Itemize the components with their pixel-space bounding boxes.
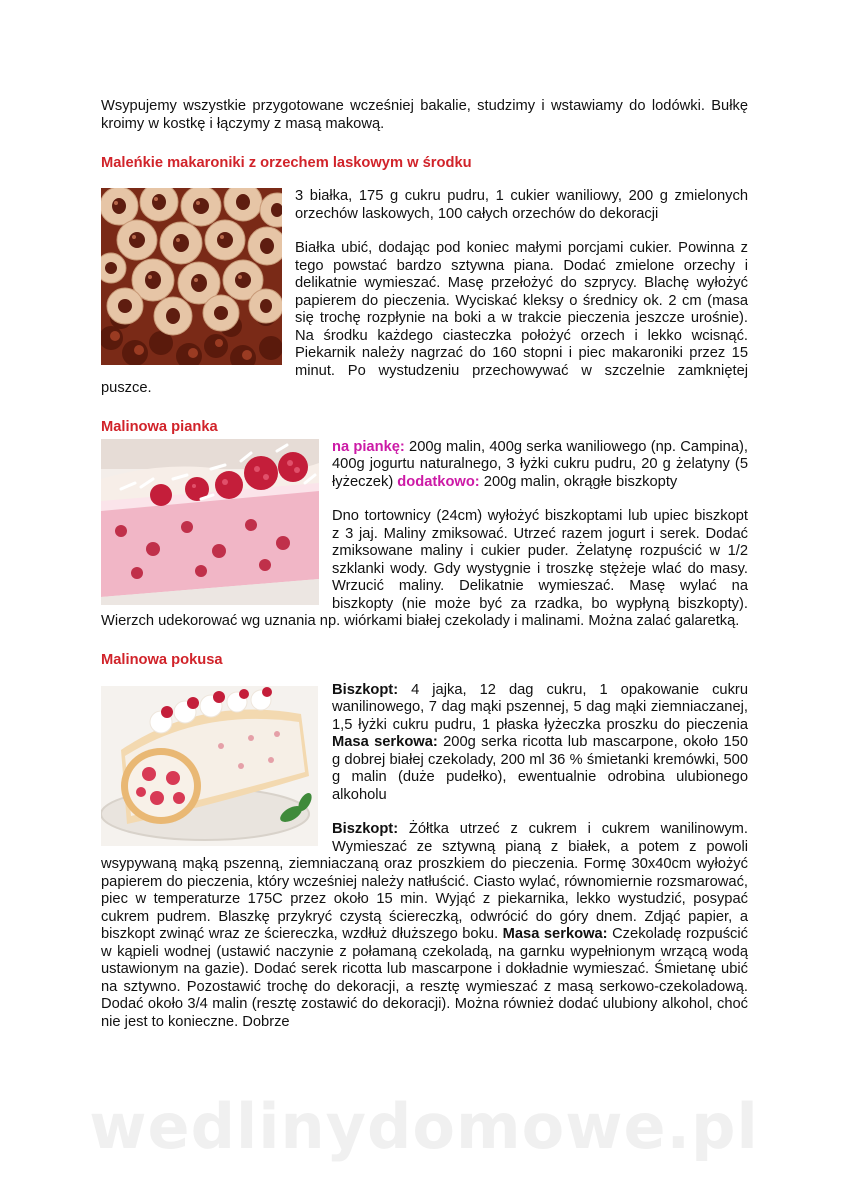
recipe-title-raspberry-temptation: Malinowa pokusa xyxy=(101,651,223,668)
macarons-ingredients: 3 białka, 175 g cukru pudru, 1 cukier waniliowy, 200 g zmielonych orzechów laskowych, 100 całych orzechów do dekoracji xyxy=(295,188,748,222)
intro-paragraph: Wsypujemy wszystkie przygotowane wcześniej bakalie, studzimy i wstawiamy do lodówki. Bułkę kroimy w kostkę i łączymy z masą makową. xyxy=(101,98,748,132)
raspberry-foam-instructions: Dno tortownicy (24cm) wyłożyć biszkoptami lub upiec biszkopt z 3 jaj. Maliny zmiksować. Utrzeć razem jogurt i serek. Dodać zmiksowane maliny i cukier puder. Żelatynę rozpuścić w 1/2 szklanki wody. Gdy wystygnie i troszkę stężeje wlać do masy. Wrzucić maliny. Delikatnie wymieszać. Masę wylać na biszkopty (nie może być za rzadka, bo wypłyną biszkopty). Wierzch udekorować wg uznania np. wiórkami białej czekolady i malinami. Można zalać galaretką. xyxy=(101,508,748,629)
raspberry-foam-photo xyxy=(101,439,319,605)
raspberry-foam-image xyxy=(101,439,319,605)
raspberry-temptation-instructions: Biszkopt: Żółtka utrzeć z cukrem i cukrem wanilinowym. Wymieszać ze sztywną pianą z białek, a potem z powoli wsypywaną mąką pszenną, ziemniaczaną oraz proszkiem do pieczenia. Formę 30x40cm wyłożyć papierem do pieczenia, który wcześniej należy natłuścić. Ciasto wylać, równomiernie rozsmarować, piec w temperaturze 175C przez około 15 min. Wyjąć z piekarnika, lekko wystudzić, posypać cukrem pudrem. Blaszkę przykryć czystą ściereczką, odwrócić do góry dnem. Zdjąć papier, a biszkopt zwinąć wraz ze ściereczka, wzdłuż dłuższego boku. Masa serkowa: Czekoladę rozpuścić w kąpieli wodnej (ustawić naczynie z połamaną czekoladą, na garnku wypełnionym wrzącą wodą ustawionym na gazie). Dodać serek ricotta lub mascarpone i dokładnie wymieszać. Śmietanę ubić na sztywno. Pozostawić trochę do dekoracji, a resztę wymieszać z masą serkowo-czekoladową. Dodać około 3/4 malin (resztę zostawić do dekoracji). Można również dodać ulubiony alkohol, choć nie jest to konieczne. Dobrze xyxy=(101,821,748,1030)
recipe-title-raspberry-foam: Malinowa pianka xyxy=(101,418,218,435)
recipe-macarons xyxy=(101,188,748,398)
raspberry-roll-image xyxy=(101,686,318,846)
label-sponge-2: Biszkopt: xyxy=(332,821,399,837)
recipe-title-macarons: Maleńkie makaroniki z orzechem laskowym w środku xyxy=(101,155,472,171)
raspberry-roll-photo xyxy=(101,686,318,846)
label-cream-2: Masa serkowa: xyxy=(502,926,608,942)
recipe-raspberry-foam xyxy=(101,439,748,631)
recipe-raspberry-temptation xyxy=(101,682,748,1032)
label-foam: na piankę: xyxy=(332,438,405,455)
label-sponge: Biszkopt: xyxy=(332,681,399,698)
macarons-photo xyxy=(101,188,282,365)
document-page xyxy=(101,98,748,1031)
raspberry-temptation-ingredients: Biszkopt: 4 jajka, 12 dag cukru, 1 opakowanie cukru wanilinowego, 7 dag mąki pszennej, 5 dag mąki ziemniaczanej, 1,5 łyżki cukru pudru, 1 płaska łyżeczka proszku do pieczenia Masa serkowa: 200g serka ricotta lub mascarpone, około 150 g dobrej białej czekolady, 200 ml 36 % śmietanki kremówki, 500 g malin (duże pudełko), ewentualnie odrobina ulubionego alkoholu xyxy=(332,681,748,803)
label-cream: Masa serkowa: xyxy=(332,734,438,750)
watermark: wedlinydomowe.pl xyxy=(89,1090,759,1163)
macarons-instructions: Białka ubić, dodając pod koniec małymi porcjami cukier. Powinna z tego powstać bardzo sztywna piana. Dodać zmielone orzechy i delikatnie wymieszać. Masę przełożyć do szprycy. Blachę wyłożyć papierem do pieczenia. Wyciskać kleksy o średnicy ok. 2 cm (masa się trochę rozpłynie na boki a w trakcie pieczenia jeszcze urośnie). Na środku każdego ciasteczka położyć orzech i lekko wcisnąć. Piekarnik należy nagrzać do 160 stopni i piec makaroniki przez 15 minut. Po wystudzeniu przechowywać w szczelnie zamkniętej puszce. xyxy=(101,240,748,396)
macarons-image xyxy=(101,188,282,365)
raspberry-foam-ingredients: na piankę: 200g malin, 400g serka waniliowego (np. Campina), 400g jogurtu naturalnego, 3 łyżki cukru pudru, 20 g żelatyny (5 łyżeczek) dodatkowo: 200g malin, okrągłe biszkopty xyxy=(332,438,748,490)
label-extra: dodatkowo: xyxy=(397,473,480,490)
